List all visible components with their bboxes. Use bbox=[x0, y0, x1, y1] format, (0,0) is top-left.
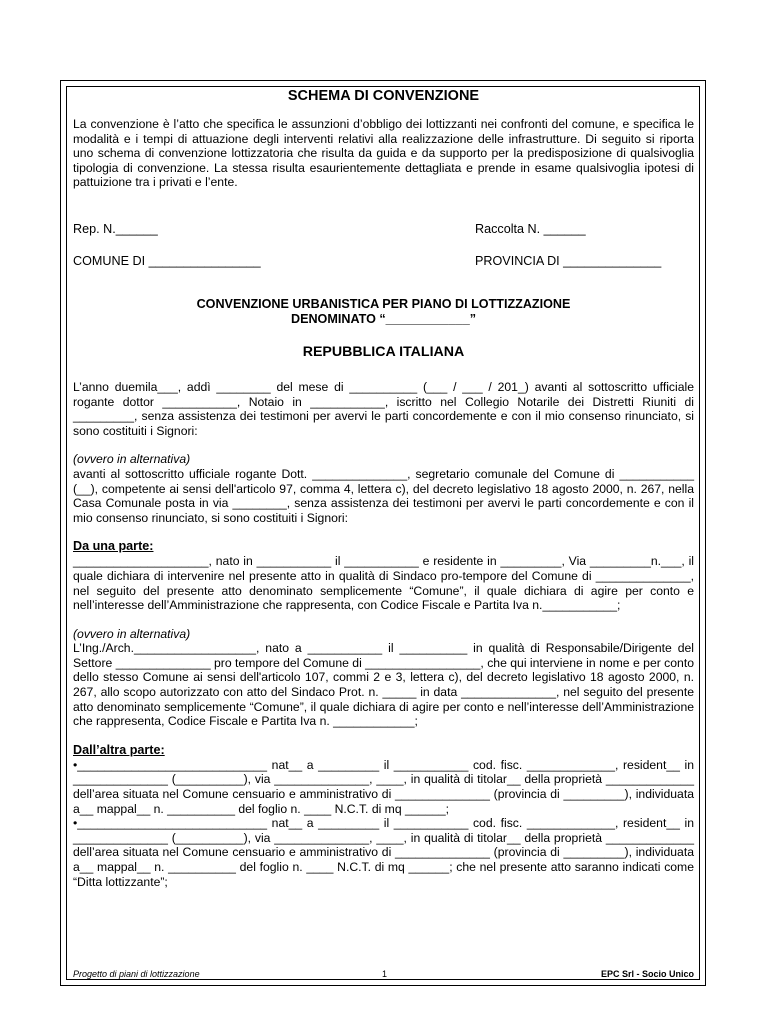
rep-number: Rep. N.______ bbox=[73, 221, 158, 236]
footer-title: Progetto di piani di lottizzazione bbox=[73, 969, 200, 979]
provincia-field: PROVINCIA DI ______________ bbox=[475, 253, 662, 268]
raccolta-number: Raccolta N. ______ bbox=[475, 221, 586, 236]
alternative-label-2: (ovvero in alternativa) bbox=[73, 626, 191, 641]
intro-paragraph: La convenzione è l’atto che specifica le assunzioni d’obbligo dei lottizzanti nei confronti del comune, e specifica le modalità e i tempi di attuazione degli interventi relativi alla realizzazione delle infrastrutture. Di seguito si riporta uno schema di convenzione lottizzatoria che risulta da guida e da supporto per la predisposizione di qualsivoglia tipologia di convenzione. La stessa risulta esaurientemente dettagliata e prende in esame qualsivoglia ipotesi di pattuizione tra i privati e l’ente. bbox=[73, 117, 694, 190]
comune-field: COMUNE DI ________________ bbox=[73, 253, 261, 268]
alternative-label-1: (ovvero in alternativa) bbox=[73, 452, 191, 467]
page-number: 1 bbox=[382, 969, 388, 979]
first-party-paragraph: ____________________, nato in ___________ il ___________ e residente in _________, Via _________n.___, il quale dichiara di intervenire nel presente atto in qualità di Sindaco pro-tempore del Comune di ______________, nel seguito del presente atto denominato semplicemente “Comune”, il quale dichiara di agire per conto e nell’interesse dell’Amministrazione che rappresenta, con Codice Fiscale e Partita Iva n.___________; bbox=[73, 554, 694, 613]
alternative-paragraph-2: L’Ing./Arch.__________________, nato a ___________ il __________ in qualità di Responsabile/Dirigente del Settore ______________ pro tempore del Comune di _________________, che qui interviene in nome e per conto dello stesso Comune ai sensi dell'articolo 107, commi 2 e 3, lettera c), del decreto legislativo 18 agosto 2000, n. 267, allo scopo autorizzato con atto del Sindaco Prot. n. _____ in data ______________, nel seguito del presente atto denominato semplicemente “Comune”, il quale dichiara di agire per conto e nell’interesse dell’Amministrazione che rappresenta, Codice Fiscale e Partita Iva n. ____________; bbox=[73, 641, 694, 729]
convention-title-line1: CONVENZIONE URBANISTICA PER PIANO DI LOTTIZZAZIONE bbox=[196, 296, 571, 311]
document-body bbox=[73, 87, 694, 889]
rep-raccolta-row bbox=[73, 222, 694, 238]
lottizzante-item-1 bbox=[73, 758, 694, 816]
alternative-paragraph-1: avanti al sottoscritto ufficiale rogante Dott. ______________, segretario comunale del Comune di ___________ (__), competente ai sensi dell'articolo 97, comma 4, lettera c), del decreto legislativo 18 agosto 2000, n. 267, nella Casa Comunale posta in via ________, senza assistenza dei testimoni per avervi le parti concordemente e con il mio consenso rinunciato, si sono costituiti i Signori: bbox=[73, 466, 694, 525]
bullet-marker: • bbox=[73, 757, 78, 772]
other-party-heading: Dall’altra parte: bbox=[73, 742, 165, 757]
bullet-marker: • bbox=[73, 816, 78, 831]
convention-title-line2: DENOMINATO “____________” bbox=[290, 311, 477, 326]
page-footer bbox=[73, 969, 694, 983]
footer-company: EPC Srl - Socio Unico bbox=[600, 969, 694, 979]
lottizzante-item-1-text: ____________________________ nat__ a _________ il ___________ cod. fisc. _____________, resident__ in ______________ (__________), via ______________, ____, in qualità di titolar__ della proprietà _____________ dell’area situata nel Comune censuario e amministrativo di ______________ (provincia di _________), individuata a__ mappal__ n. __________ del foglio n. ____ N.C.T. di mq ______; bbox=[73, 757, 694, 816]
lottizzante-item-2-text: ____________________________ nat__ a _________ il ___________ cod. fisc. _____________, resident__ in ______________ (__________), via ______________, ____, in qualità di titolar__ della proprietà _____________ dell’area situata nel Comune censuario e amministrativo di ______________ (provincia di _________), individuata a__ mappal__ n. __________ del foglio n. ____ N.C.T. di mq ______; che nel presente atto saranno indicati come “Ditta lottizzante”; bbox=[73, 816, 694, 889]
opening-paragraph: L’anno duemila___, addì ________ del mese di __________ (___ / ___ / 201_) avanti al sottoscritto ufficiale rogante dottor ___________, Notaio in ___________, iscritto nel Collegio Notarile dei Distretti Riuniti di _________, senza assistenza dei testimoni per avervi le parti concordemente e con il mio consenso rinunciato, si sono costituiti i Signori: bbox=[73, 379, 694, 438]
comune-provincia-row bbox=[73, 254, 694, 270]
repubblica-heading: REPUBBLICA ITALIANA bbox=[302, 343, 465, 360]
lottizzante-item-2 bbox=[73, 816, 694, 889]
first-party-heading: Da una parte: bbox=[73, 539, 154, 554]
document-title: SCHEMA DI CONVENZIONE bbox=[287, 88, 480, 104]
